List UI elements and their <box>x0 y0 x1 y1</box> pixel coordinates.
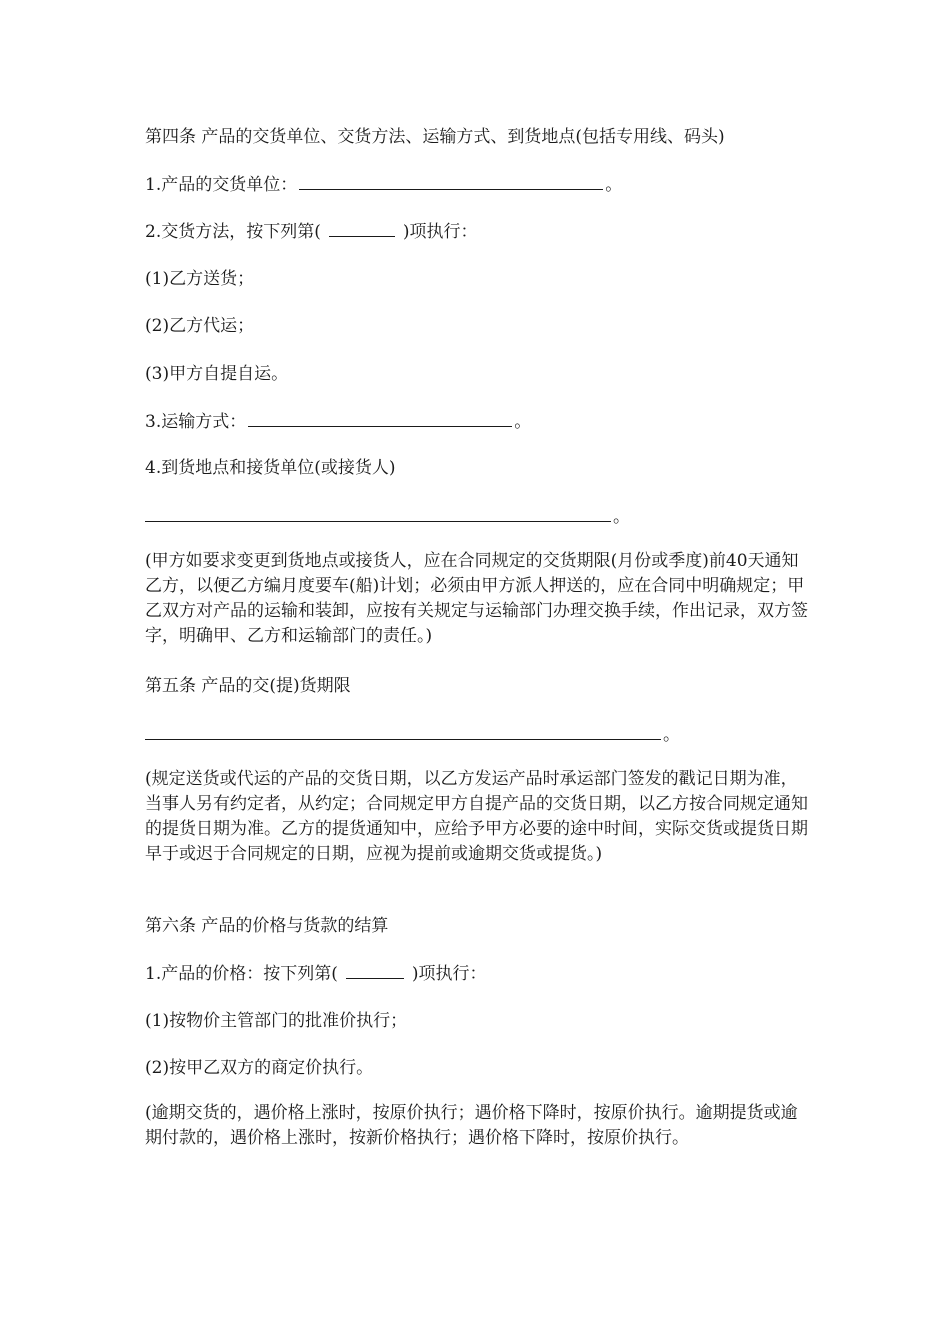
article6-item1-end: )项执行： <box>411 964 487 984</box>
article4-item3-end: 。 <box>514 412 532 432</box>
article6-option2: (2)按甲乙双方的商定价执行。 <box>145 1058 374 1078</box>
article4-item4-end: 。 <box>613 507 630 527</box>
article4-item2-end: )项执行： <box>402 222 478 242</box>
article4-item4-line <box>145 504 810 529</box>
article4-item1-label: 1.产品的交货单位： <box>145 175 298 195</box>
article4-item4: 4.到货地点和接货单位(或接货人) <box>145 458 396 478</box>
article4-item1-end: 。 <box>605 175 623 195</box>
article5-line-end: 。 <box>663 725 680 745</box>
delivery-unit-blank[interactable] <box>299 172 603 190</box>
article5-line <box>145 722 810 747</box>
price-option-blank[interactable] <box>346 961 404 979</box>
article4-option1: (1)乙方送货； <box>145 269 255 289</box>
article4-item3-label: 3.运输方式： <box>145 412 247 432</box>
arrival-place-blank[interactable] <box>145 504 611 522</box>
article6-heading: 第六条 产品的价格与货款的结算 <box>145 916 389 936</box>
article6-option1: (1)按物价主管部门的批准价执行； <box>145 1011 408 1031</box>
article4-item3 <box>145 409 810 434</box>
article5-note: (规定送货或代运的产品的交货日期，以乙方发运产品时承运部门签发的戳记日期为准，当事人另有约定者，从约定；合同规定甲方自提产品的交货日期，以乙方按合同规定通知的提货日期为准。乙方的提货通知中，应给予甲方必要的途中时间，实际交货或提货日期早于或迟于合同规定的日期，应视为提前或逾期交货或提货。) <box>145 769 808 864</box>
transport-mode-blank[interactable] <box>248 409 512 427</box>
article4-option3: (3)甲方自提自运。 <box>145 364 289 384</box>
article6-item1 <box>145 961 810 986</box>
article4-heading: 第四条 产品的交货单位、交货方法、运输方式、到货地点(包括专用线、码头) <box>145 127 725 147</box>
article6-note: (逾期交货的，遇价格上涨时，按原价执行；遇价格下降时，按原价执行。逾期提货或逾期付款的，遇价格上涨时，按新价格执行；遇价格下降时，按原价执行。 <box>145 1103 798 1148</box>
article4-option2: (2)乙方代运； <box>145 316 255 336</box>
article4-item1 <box>145 172 810 197</box>
article4-item2 <box>145 219 810 244</box>
delivery-period-blank[interactable] <box>145 722 661 740</box>
delivery-method-blank[interactable] <box>329 219 395 237</box>
article6-item1-label: 1.产品的价格：按下列第( <box>145 964 338 984</box>
article5-heading: 第五条 产品的交(提)货期限 <box>145 676 351 696</box>
article4-item2-label: 2.交货方法，按下列第( <box>145 222 321 242</box>
article4-note: (甲方如要求变更到货地点或接货人，应在合同规定的交货期限(月份或季度)前40天通知乙方，以便乙方编月度要车(船)计划；必须由甲方派人押送的，应在合同中明确规定；甲乙双方对产品的运输和装卸，应按有关规定与运输部门办理交换手续，作出记录，双方签字，明确甲、乙方和运输部门的责任。) <box>145 551 808 646</box>
